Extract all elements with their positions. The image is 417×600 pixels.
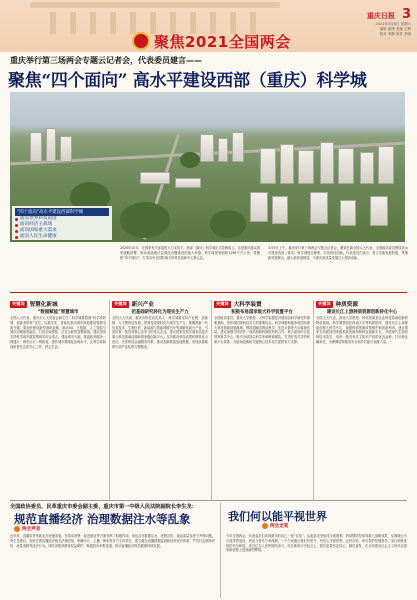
- bottom-left-body: 近年来，直播带货等新业态快速发展，在带动消费、促进就业等方面发挥了积极作用，但也存在数据注水、虚假宣传、商品质量参差不齐等问题。李生龙建议，加快完善直播经济相关法律法规，明确平台、主播、商家等各方主体责任，建立健全直播数据监测和信用评价体系，严厉打击刷单炒信、流量造假等违法行为。同时加强消费者权益保护，畅通投诉举报渠道，推动直播经济规范健康持续发展。: [10, 534, 215, 548]
- keyword-body: 全国政协委员、重庆大学教授：大科学装置是开展前沿科学研究的重要基础，是体现国家科技实力的重要标志。科学城要积极争取国家重大科技基础设施落地，围绕超瞬态物质科学、先进计算等方向谋划布局。建议加强与国内外一流高校和科研院所的合作，联合建设综合性国家科学中心，吸引全球顶尖科学家和科研团队，打造开放共享的科研平台体系，为原始创新和关键核心技术攻关提供有力支撑。: [214, 316, 310, 344]
- pen-icon: [262, 523, 268, 529]
- caption-item: 面向国家重大需求: [15, 228, 109, 234]
- keyword-subtitle: 积极布局国家级大科学装置平台: [231, 310, 293, 315]
- column-rule: [109, 300, 110, 500]
- bullet-icon: [15, 224, 18, 227]
- pen-icon: [14, 526, 20, 532]
- keyword-subtitle: 建设长江上游种质资源创新转化中心: [326, 310, 398, 315]
- masthead-right: [367, 3, 411, 37]
- page-header-banner: [0, 0, 417, 52]
- keyword-column: [214, 300, 310, 502]
- bottom-right-headline: 我们何以能平视世界: [228, 510, 327, 523]
- keyword-body: 全国人大代表、西南大学教授：种质资源是农业科技原始创新的物质基础。科学城要依托西南大学等科研院所，建设长江上游种质创制大科学中心，加强种质资源收集保护和创新利用。建议国家支持建设国家级种质资源库和种业创新平台，开展现代生物育种技术攻关，培育一批具有自主知识产权的优良品种，打好种业翻身仗，为保障国家粮食安全和乡村振兴贡献力量。: [316, 316, 408, 344]
- keyword-title: 关键词 大科学装置: [216, 301, 262, 308]
- caption-item: 面向世界科技前沿: [15, 216, 109, 222]
- page-number: 3: [401, 7, 411, 22]
- bullet-icon: [15, 230, 18, 233]
- keyword-body: 全国人大代表、重庆市人大常委会副主任：科学城要按照“科学家的城、创新者的家”定位，以数字化、智能化推动城市规划建设管理全面升级。要加快建设新型基础设施，推动5G、大数据、人工智能与城市治理深度融合，打造全域感知、泛在互联的智慧新城。建议国家支持科学城开展智慧城市综合试点，建设城市大脑，推进政务服务一网通办、城市运行一网统管，提升城市精细化治理水平，让科学家和创新者在这里安心工作、舒心生活。: [10, 316, 106, 349]
- keyword-subtitle: “数据赋能”智慧城市: [37, 310, 79, 315]
- column-tag: 两会声音: [14, 526, 40, 532]
- bottom-right-body: 今年全国两会，代表委员们谈到最多的词之一是“自信”。从脱贫攻坚取得全面胜利，到疫情防控取得重大战略成果，从嫦娥五号月球采样返回，到奋斗者号万米深潜，一个个成就让我们有底气、有信心平视世界。这份自信，来自党的坚强领导，来自制度优势的充分彰显，来自亿万人民的团结奋斗。站在新的历史起点上，我们更要坚定信心，踔厉奋发，在全面建设社会主义现代化国家新征程上创造新的辉煌。: [226, 534, 407, 553]
- keyword-column: [316, 300, 408, 502]
- national-emblem-icon: [132, 32, 150, 50]
- bullet-icon: [15, 218, 18, 221]
- meta-line: 2021年3月6日 星期六: [375, 22, 411, 26]
- lead-kicker: 重庆举行第三场两会专题云记者会，代表委员建言——: [10, 56, 202, 65]
- column-rule: [313, 300, 314, 500]
- caption-item: 面向人民生命健康: [15, 234, 109, 240]
- section-divider: [10, 292, 407, 293]
- meta-line: 校对 李静 制作 李丽: [379, 32, 411, 36]
- keyword-subtitle: 把基础研究转化为现实生产力: [131, 310, 189, 315]
- caption-heading: “四个面向”高水平建设西部科学城: [15, 208, 109, 216]
- keyword-column: [112, 300, 208, 502]
- keyword-title: 关键词 种质资源: [318, 301, 358, 308]
- bottom-left-headline: 规范直播经济 治理数据注水等乱象: [14, 512, 191, 526]
- meta-line: 编辑 唐博 美编 王辉: [379, 27, 411, 31]
- keyword-column: [10, 300, 106, 502]
- lead-intro-left: 2020年10月，在国家有关部委的大力支持下，西部（重庆）科学城正式挂牌成立。这是重庆落实国家战略部署、推动成渝地区双城经济圈建设的重大举措。科学城规划面积1198平方公里，将聚焦“四个面向”，打造具有全国影响力的科技创新中心核心区。: [120, 246, 260, 260]
- paper-name: 重庆日报: [366, 11, 395, 20]
- lead-headline: 聚焦“四个面向” 高水平建设西部（重庆）科学城: [8, 71, 367, 91]
- column-rule: [220, 503, 221, 598]
- lead-intro-right: 3月5日上午，重庆举行第三场两会专题云记者会，邀请在渝全国人大代表、全国政协委员围绕高水平建设西部（重庆）科学城建言献策，共话科技创新。代表委员们表示，将立足新发展阶段，贯彻新发展理念，融入新发展格局，为重庆高质量发展注入强劲动能。: [268, 246, 408, 260]
- bottom-left-kicker: 全国政协委员、民革重庆市委会副主委、重庆市第一中级人民法院副院长李生龙：: [10, 504, 197, 510]
- keyword-body: 全国人大代表、重庆市科技局负责人：科学城要坚持产业链、创新链、人才链协同发展，把科技成果转化为现实生产力。要聚焦新一代信息技术、生物医药、新能源与智能网联汽车等战略性新兴产业，引进培育一批具有核心竞争力的龙头企业。建议国家在科学城布局更多重大科技基础设施和国家级创新平台，支持建设科技成果转移转化示范区，完善科技金融服务体系，推动创新要素加速集聚，形成从基础研究到产业化的完整链条。: [112, 316, 208, 349]
- page-meta: [367, 22, 411, 37]
- keyword-title: 关键词 智慧化新城: [12, 301, 58, 308]
- section-title: 聚焦2021全国两会: [154, 33, 291, 51]
- column-rule: [211, 300, 212, 500]
- caption-item: 面向经济主战场: [15, 222, 109, 228]
- keyword-title: 关键词 新兴产业: [114, 301, 154, 308]
- bottom-divider: [10, 500, 407, 501]
- photo-caption-box: [12, 206, 112, 240]
- column-tag: 两会走笔: [262, 523, 288, 529]
- bullet-icon: [15, 236, 18, 239]
